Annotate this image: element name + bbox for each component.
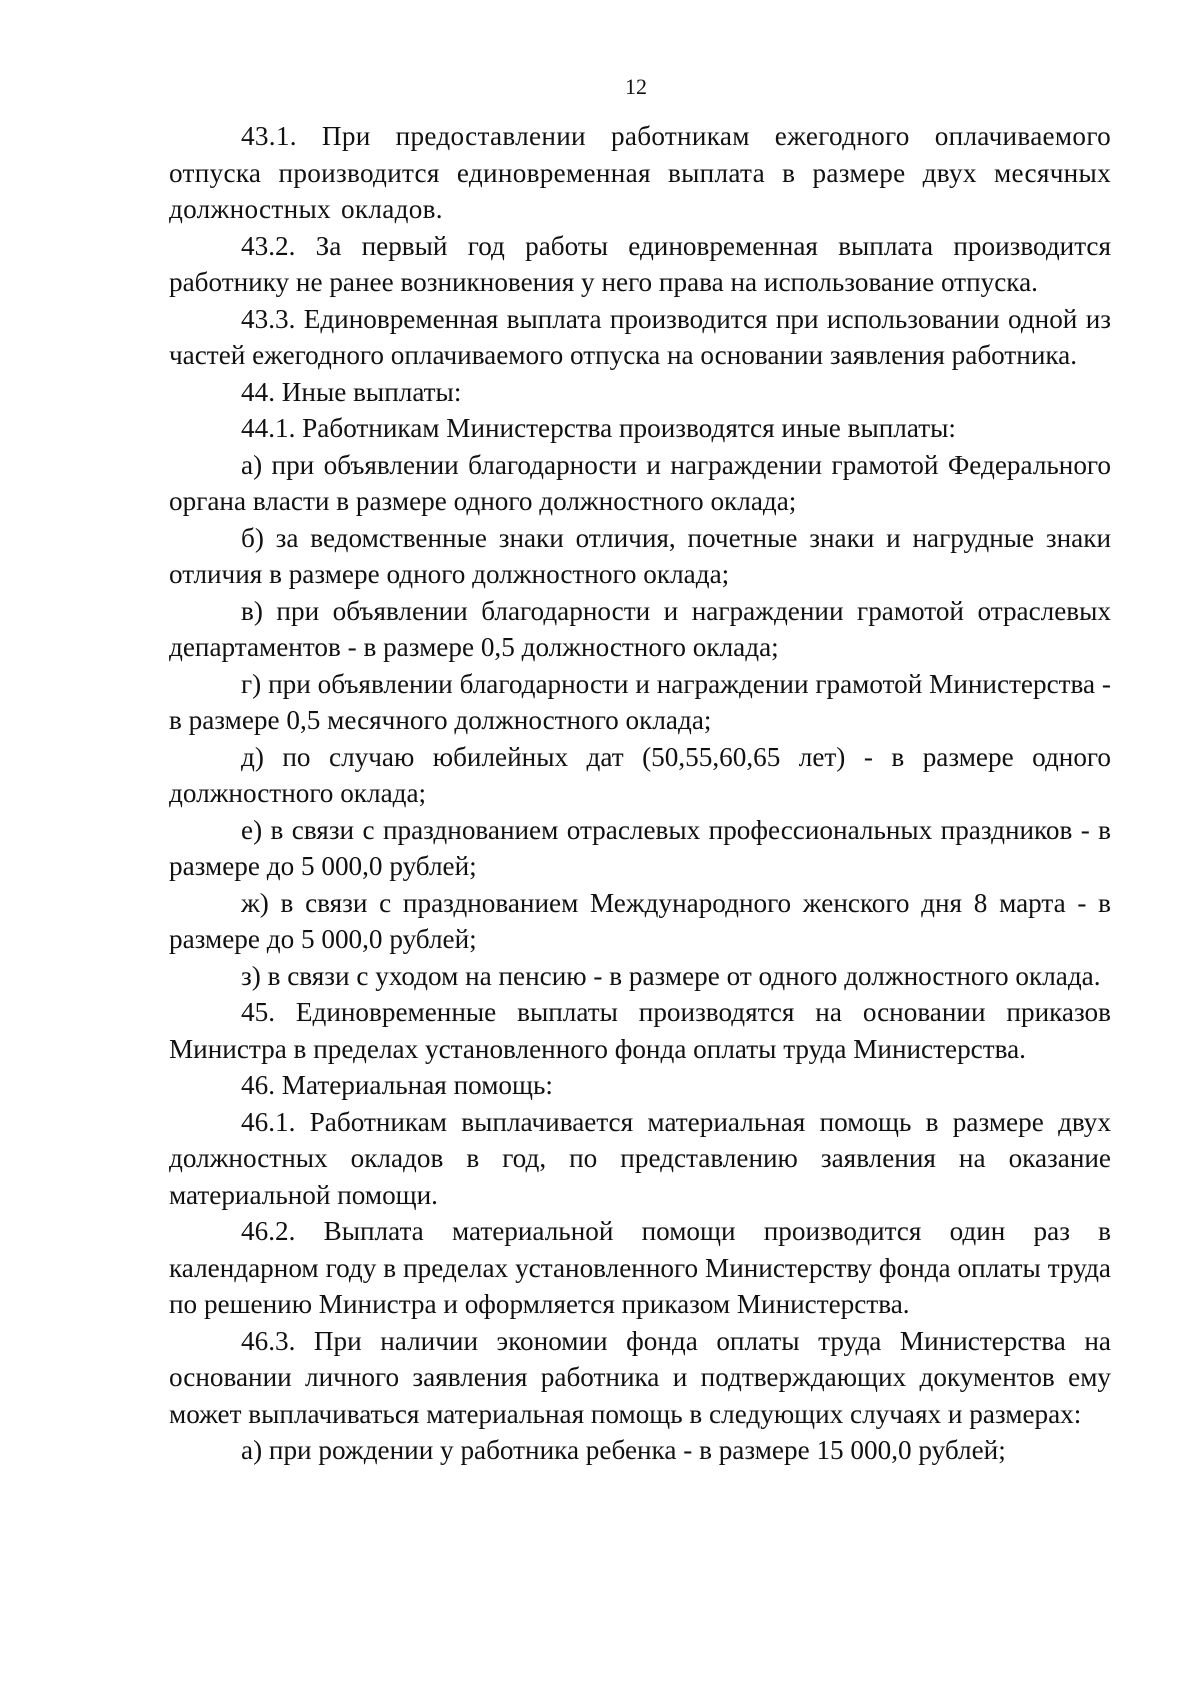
paragraph-46-1: 46.1. Работникам выплачивается материальная помощь в размере двух должностных окладов в год, по представлению заявления на оказание материальной помощи. xyxy=(169,1106,1111,1210)
list-item-b: б) за ведомственные знаки отличия, почетные знаки и нагрудные знаки отличия в размере одного должностного оклада; xyxy=(169,522,1111,589)
page-number: 12 xyxy=(625,74,647,99)
paragraph-43-3: 43.3. Единовременная выплата производится при использовании одной из частей ежегодного оплачиваемого отпуска на основании заявления работника. xyxy=(169,303,1111,370)
list-item-a-birth: а) при рождении у работника ребенка - в размере 15 000,0 рублей; xyxy=(241,1435,1006,1465)
list-item-a: а) при объявлении благодарности и награждении грамотой Федерального органа власти в размере одного должностного оклада; xyxy=(169,449,1111,516)
list-item-d: д) по случаю юбилейных дат (50,55,60,65 лет) - в размере одного должностного оклада; xyxy=(169,741,1111,808)
paragraph-43-2: 43.2. За первый год работы единовременная выплата производится работнику не ранее возникновения у него права на использование отпуска. xyxy=(169,230,1111,297)
paragraph-46-2: 46.2. Выплата материальной помощи производится один раз в календарном году в пределах установленного Министерству фонда оплаты труда по решению Министра и оформляется приказом Министерства. xyxy=(169,1216,1111,1319)
paragraph-46-3: 46.3. При наличии экономии фонда оплаты труда Министерства на основании личного заявления работника и подтверждающих документов ему может выплачиваться материальная помощь в следующих случаях и размерах: xyxy=(169,1325,1111,1429)
paragraph-44-1: 44.1. Работникам Министерства производятся иные выплаты: xyxy=(241,413,956,443)
list-item-zh: ж) в связи с празднованием Международного женского дня 8 марта - в размере до 5 000,0 рублей; xyxy=(169,887,1111,954)
list-item-e: е) в связи с празднованием отраслевых профессиональных праздников - в размере до 5 000,0 рублей; xyxy=(169,814,1111,881)
document-body xyxy=(169,118,1111,1469)
list-item-z: з) в связи с уходом на пенсию - в размере от одного должностного оклада. xyxy=(241,960,1101,991)
list-item-v: в) при объявлении благодарности и награждении грамотой отраслевых департаментов - в размере 0,5 должностного оклада; xyxy=(169,595,1111,662)
paragraph-43-1: 43.1. При предоставлении работникам ежегодного оплачиваемого отпуска производится единовременная выплата в размере двух месячных должностных окладов. xyxy=(169,121,1111,224)
paragraph-46: 46. Материальная помощь: xyxy=(241,1070,553,1100)
paragraph-45: 45. Единовременные выплаты производятся на основании приказов Министра в пределах установленного фонда оплаты труда Министерства. xyxy=(169,997,1111,1064)
paragraph-44: 44. Иные выплаты: xyxy=(241,376,462,407)
list-item-g: г) при объявлении благодарности и награждении грамотой Министерства - в размере 0,5 месячного должностного оклада; xyxy=(169,668,1111,735)
